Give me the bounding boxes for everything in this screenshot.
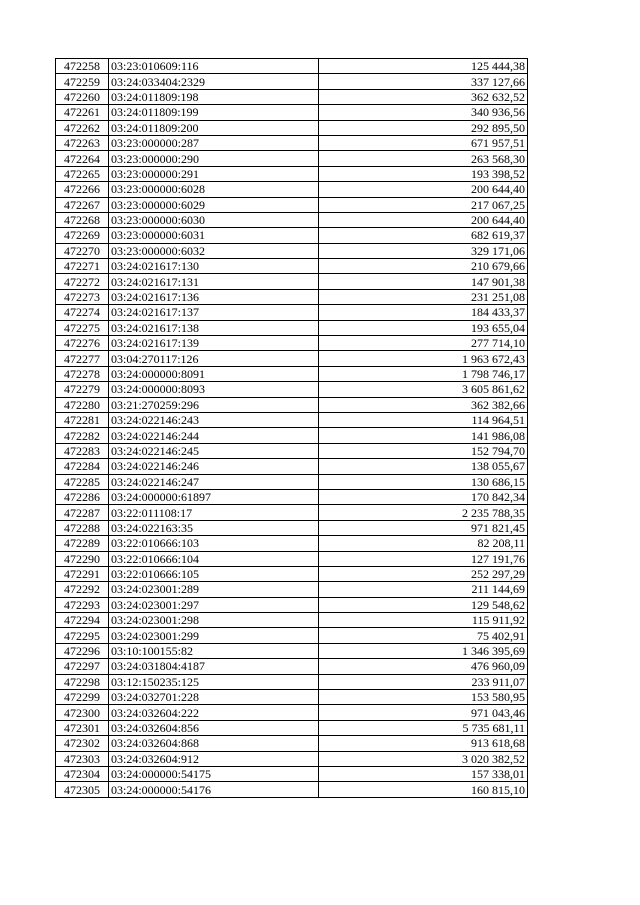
row-number-cell: 472264 <box>56 151 109 166</box>
cadastral-value-cell: 200 644,40 <box>319 182 528 197</box>
row-number-cell: 472277 <box>56 351 109 366</box>
cadastral-number-cell: 03:24:000000:54175 <box>109 766 319 781</box>
cadastral-value-cell: 277 714,10 <box>319 336 528 351</box>
row-number-cell: 472276 <box>56 336 109 351</box>
cadastral-number-cell: 03:24:022146:246 <box>109 459 319 474</box>
table-row <box>56 597 528 612</box>
table-row <box>56 443 528 458</box>
row-number-cell: 472284 <box>56 459 109 474</box>
table-row <box>56 536 528 551</box>
row-number-cell: 472300 <box>56 705 109 720</box>
cadastral-value-cell: 211 144,69 <box>319 582 528 597</box>
cadastral-number-cell: 03:24:021617:139 <box>109 336 319 351</box>
cadastral-number-cell: 03:24:033404:2329 <box>109 74 319 89</box>
cadastral-number-cell: 03:24:000000:61897 <box>109 489 319 504</box>
cadastral-value-cell: 263 568,30 <box>319 151 528 166</box>
row-number-cell: 472269 <box>56 228 109 243</box>
row-number-cell: 472273 <box>56 289 109 304</box>
table-row <box>56 397 528 412</box>
cadastral-value-cell: 671 957,51 <box>319 135 528 150</box>
cadastral-value-cell: 1 798 746,17 <box>319 366 528 381</box>
cadastral-value-cell: 252 297,29 <box>319 566 528 581</box>
cadastral-number-cell: 03:24:032604:912 <box>109 751 319 766</box>
cadastral-value-cell: 82 208,11 <box>319 536 528 551</box>
table-body <box>56 59 528 798</box>
cadastral-number-cell: 03:04:270117:126 <box>109 351 319 366</box>
row-number-cell: 472280 <box>56 397 109 412</box>
cadastral-number-cell: 03:24:021617:138 <box>109 320 319 335</box>
table-row <box>56 751 528 766</box>
row-number-cell: 472274 <box>56 305 109 320</box>
cadastral-number-cell: 03:24:021617:130 <box>109 259 319 274</box>
row-number-cell: 472288 <box>56 520 109 535</box>
table-row <box>56 582 528 597</box>
row-number-cell: 472259 <box>56 74 109 89</box>
table-row <box>56 382 528 397</box>
cadastral-number-cell: 03:22:011108:17 <box>109 505 319 520</box>
cadastral-number-cell: 03:23:000000:6032 <box>109 243 319 258</box>
table-row <box>56 151 528 166</box>
cadastral-value-cell: 231 251,08 <box>319 289 528 304</box>
row-number-cell: 472267 <box>56 197 109 212</box>
row-number-cell: 472265 <box>56 166 109 181</box>
row-number-cell: 472305 <box>56 782 109 797</box>
cadastral-number-cell: 03:23:010609:116 <box>109 59 319 74</box>
cadastral-number-cell: 03:24:000000:8093 <box>109 382 319 397</box>
table-row <box>56 351 528 366</box>
cadastral-number-cell: 03:24:021617:136 <box>109 289 319 304</box>
table-row <box>56 59 528 74</box>
cadastral-value-cell: 217 067,25 <box>319 197 528 212</box>
row-number-cell: 472292 <box>56 582 109 597</box>
cadastral-number-cell: 03:24:022146:245 <box>109 443 319 458</box>
cadastral-number-cell: 03:23:000000:6028 <box>109 182 319 197</box>
row-number-cell: 472286 <box>56 489 109 504</box>
cadastral-value-cell: 337 127,66 <box>319 74 528 89</box>
cadastral-value-cell: 138 055,67 <box>319 459 528 474</box>
row-number-cell: 472302 <box>56 736 109 751</box>
cadastral-value-cell: 3 605 861,62 <box>319 382 528 397</box>
cadastral-value-cell: 170 842,34 <box>319 489 528 504</box>
table-row <box>56 320 528 335</box>
cadastral-value-cell: 476 960,09 <box>319 659 528 674</box>
cadastral-number-cell: 03:24:032604:856 <box>109 720 319 735</box>
cadastral-number-cell: 03:24:032604:222 <box>109 705 319 720</box>
row-number-cell: 472279 <box>56 382 109 397</box>
cadastral-value-cell: 114 964,51 <box>319 412 528 427</box>
table-row <box>56 212 528 227</box>
cadastral-number-cell: 03:24:011809:200 <box>109 120 319 135</box>
cadastral-value-cell: 292 895,50 <box>319 120 528 135</box>
row-number-cell: 472295 <box>56 628 109 643</box>
table-row <box>56 166 528 181</box>
row-number-cell: 472283 <box>56 443 109 458</box>
cadastral-value-cell: 152 794,70 <box>319 443 528 458</box>
cadastral-number-cell: 03:24:021617:131 <box>109 274 319 289</box>
row-number-cell: 472287 <box>56 505 109 520</box>
row-number-cell: 472303 <box>56 751 109 766</box>
cadastral-number-cell: 03:23:000000:6031 <box>109 228 319 243</box>
row-number-cell: 472285 <box>56 474 109 489</box>
cadastral-value-cell: 5 735 681,11 <box>319 720 528 735</box>
row-number-cell: 472282 <box>56 428 109 443</box>
cadastral-value-cell: 2 235 788,35 <box>319 505 528 520</box>
table-row <box>56 551 528 566</box>
cadastral-value-cell: 971 821,45 <box>319 520 528 535</box>
row-number-cell: 472263 <box>56 135 109 150</box>
table-row <box>56 120 528 135</box>
row-number-cell: 472261 <box>56 105 109 120</box>
table-row <box>56 105 528 120</box>
cadastral-value-cell: 362 382,66 <box>319 397 528 412</box>
table-row <box>56 459 528 474</box>
cadastral-number-cell: 03:23:000000:291 <box>109 166 319 181</box>
cadastral-value-cell: 233 911,07 <box>319 674 528 689</box>
table-row <box>56 720 528 735</box>
cadastral-number-cell: 03:24:000000:54176 <box>109 782 319 797</box>
table-row <box>56 659 528 674</box>
cadastral-value-cell: 340 936,56 <box>319 105 528 120</box>
row-number-cell: 472289 <box>56 536 109 551</box>
cadastral-value-cell: 160 815,10 <box>319 782 528 797</box>
cadastral-number-cell: 03:24:023001:298 <box>109 613 319 628</box>
table-row <box>56 259 528 274</box>
cadastral-number-cell: 03:24:023001:299 <box>109 628 319 643</box>
cadastral-value-cell: 210 679,66 <box>319 259 528 274</box>
table-row <box>56 336 528 351</box>
table-row <box>56 782 528 797</box>
row-number-cell: 472278 <box>56 366 109 381</box>
table-row <box>56 197 528 212</box>
cadastral-number-cell: 03:23:000000:6029 <box>109 197 319 212</box>
row-number-cell: 472268 <box>56 212 109 227</box>
cadastral-value-cell: 193 398,52 <box>319 166 528 181</box>
cadastral-number-cell: 03:24:022146:247 <box>109 474 319 489</box>
table-row <box>56 305 528 320</box>
cadastral-value-cell: 193 655,04 <box>319 320 528 335</box>
cadastral-value-cell: 147 901,38 <box>319 274 528 289</box>
cadastral-number-cell: 03:24:011809:199 <box>109 105 319 120</box>
table-row <box>56 243 528 258</box>
table-row <box>56 228 528 243</box>
table-row <box>56 412 528 427</box>
table-row <box>56 736 528 751</box>
row-number-cell: 472275 <box>56 320 109 335</box>
cadastral-value-cell: 129 548,62 <box>319 597 528 612</box>
cadastral-number-cell: 03:24:011809:198 <box>109 89 319 104</box>
cadastral-value-cell: 1 963 672,43 <box>319 351 528 366</box>
row-number-cell: 472270 <box>56 243 109 258</box>
table-row <box>56 274 528 289</box>
cadastral-number-cell: 03:23:000000:6030 <box>109 212 319 227</box>
cadastral-number-cell: 03:24:021617:137 <box>109 305 319 320</box>
cadastral-number-cell: 03:24:031804:4187 <box>109 659 319 674</box>
cadastral-number-cell: 03:22:010666:105 <box>109 566 319 581</box>
row-number-cell: 472281 <box>56 412 109 427</box>
table-row <box>56 643 528 658</box>
cadastral-number-cell: 03:24:022163:35 <box>109 520 319 535</box>
cadastral-number-cell: 03:24:032604:868 <box>109 736 319 751</box>
row-number-cell: 472290 <box>56 551 109 566</box>
cadastral-number-cell: 03:24:023001:297 <box>109 597 319 612</box>
row-number-cell: 472293 <box>56 597 109 612</box>
table-row <box>56 289 528 304</box>
table-row <box>56 628 528 643</box>
table-row <box>56 505 528 520</box>
table-row <box>56 674 528 689</box>
row-number-cell: 472301 <box>56 720 109 735</box>
table-row <box>56 135 528 150</box>
cadastral-value-cell: 971 043,46 <box>319 705 528 720</box>
row-number-cell: 472262 <box>56 120 109 135</box>
table-row <box>56 366 528 381</box>
cadastral-value-cell: 153 580,95 <box>319 690 528 705</box>
cadastral-value-cell: 1 346 395,69 <box>319 643 528 658</box>
row-number-cell: 472258 <box>56 59 109 74</box>
cadastral-number-cell: 03:22:010666:103 <box>109 536 319 551</box>
cadastral-number-cell: 03:24:032701:228 <box>109 690 319 705</box>
row-number-cell: 472299 <box>56 690 109 705</box>
cadastral-value-cell: 184 433,37 <box>319 305 528 320</box>
cadastral-value-cell: 157 338,01 <box>319 766 528 781</box>
table-row <box>56 566 528 581</box>
row-number-cell: 472297 <box>56 659 109 674</box>
table-row <box>56 89 528 104</box>
table-row <box>56 428 528 443</box>
cadastral-number-cell: 03:23:000000:287 <box>109 135 319 150</box>
table-row <box>56 766 528 781</box>
cadastral-number-cell: 03:24:000000:8091 <box>109 366 319 381</box>
cadastral-number-cell: 03:12:150235:125 <box>109 674 319 689</box>
cadastral-value-cell: 913 618,68 <box>319 736 528 751</box>
table-row <box>56 489 528 504</box>
row-number-cell: 472298 <box>56 674 109 689</box>
table-row <box>56 474 528 489</box>
cadastral-value-cell: 130 686,15 <box>319 474 528 489</box>
row-number-cell: 472271 <box>56 259 109 274</box>
cadastral-value-cell: 115 911,92 <box>319 613 528 628</box>
cadastral-value-cell: 127 191,76 <box>319 551 528 566</box>
row-number-cell: 472266 <box>56 182 109 197</box>
cadastral-value-cell: 362 632,52 <box>319 89 528 104</box>
cadastral-value-cell: 125 444,38 <box>319 59 528 74</box>
table-row <box>56 690 528 705</box>
cadastral-value-cell: 200 644,40 <box>319 212 528 227</box>
cadastral-number-cell: 03:23:000000:290 <box>109 151 319 166</box>
row-number-cell: 472260 <box>56 89 109 104</box>
row-number-cell: 472291 <box>56 566 109 581</box>
cadastral-value-cell: 329 171,06 <box>319 243 528 258</box>
cadastral-number-cell: 03:10:100155:82 <box>109 643 319 658</box>
row-number-cell: 472294 <box>56 613 109 628</box>
row-number-cell: 472296 <box>56 643 109 658</box>
table-row <box>56 182 528 197</box>
cadastral-number-cell: 03:24:022146:244 <box>109 428 319 443</box>
cadastral-number-cell: 03:24:022146:243 <box>109 412 319 427</box>
cadastral-number-cell: 03:21:270259:296 <box>109 397 319 412</box>
row-number-cell: 472304 <box>56 766 109 781</box>
cadastral-value-cell: 3 020 382,52 <box>319 751 528 766</box>
table-row <box>56 613 528 628</box>
cadastral-value-cell: 141 986,08 <box>319 428 528 443</box>
table-row <box>56 520 528 535</box>
cadastral-number-cell: 03:22:010666:104 <box>109 551 319 566</box>
cadastral-value-cell: 75 402,91 <box>319 628 528 643</box>
table-row <box>56 74 528 89</box>
row-number-cell: 472272 <box>56 274 109 289</box>
table-row <box>56 705 528 720</box>
cadastral-value-cell: 682 619,37 <box>319 228 528 243</box>
cadastral-value-table <box>55 58 528 798</box>
cadastral-number-cell: 03:24:023001:289 <box>109 582 319 597</box>
